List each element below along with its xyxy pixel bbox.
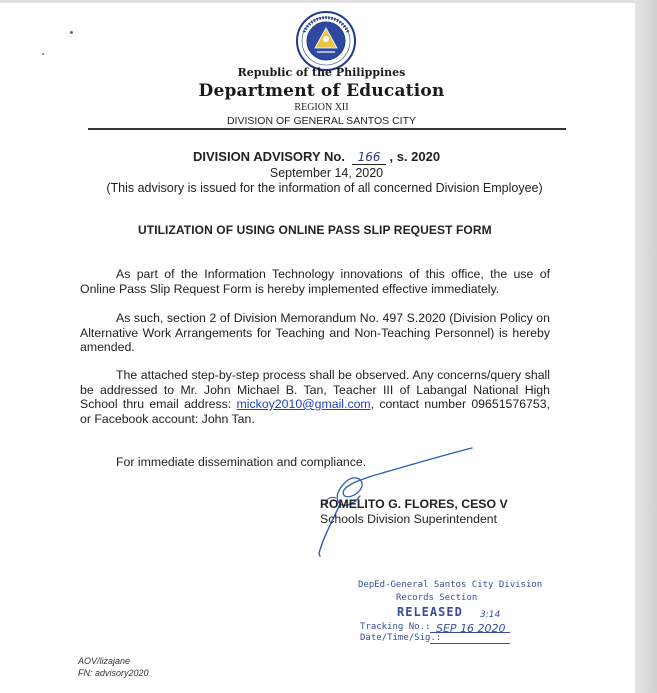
advisory-label: DIVISION ADVISORY No.	[193, 149, 345, 164]
stamp-datetime-line	[430, 643, 510, 644]
republic-heading: Republic of the Philippines	[237, 66, 406, 79]
scan-speck	[70, 31, 73, 34]
body-paragraph-1	[80, 267, 550, 296]
footer-initials: AOV/lizajane	[78, 656, 131, 666]
paragraph-text: As such, section 2 of Division Memorandum No. 497 S.2020 (Division Policy on Alternative Work Arrangements for Teaching and Non-Teaching Personnel) is hereby amended.	[80, 311, 550, 354]
paragraph-text-end: , contact number 09651576753, or Facebook account: John Tan.	[80, 397, 550, 426]
advisory-note: (This advisory is issued for the information of all concerned Division Employee)	[106, 181, 543, 195]
stamp-handwritten-time: 3:14	[480, 610, 501, 620]
email-link[interactable]: mickoy2010@gmail.com	[236, 397, 371, 411]
closing-line: For immediate dissemination and compliance.	[116, 455, 367, 469]
scan-speck	[42, 53, 44, 55]
header-divider	[88, 128, 566, 130]
stamp-office: DepEd-General Santos City Division	[358, 580, 543, 590]
body-paragraph-2	[80, 311, 550, 355]
body-paragraph-3	[80, 368, 550, 426]
stamp-datetime-label: Date/Time/Sig.:	[360, 633, 442, 643]
subject-heading: UTILIZATION OF USING ONLINE PASS SLIP REQUEST FORM	[138, 223, 492, 237]
footer-filename: FN: advisory2020	[78, 668, 149, 678]
scan-top-edge	[0, 0, 635, 3]
paragraph-text: As part of the Information Technology innovations of this office, the use of Online Pass Slip Request Form is hereby implemented effective immediately.	[80, 267, 550, 296]
stamp-status: RELEASED	[397, 605, 463, 619]
stamp-tracking-label: Tracking No.:	[360, 622, 431, 632]
advisory-number-line	[193, 149, 440, 165]
signatory-name: ROMELITO G. FLORES, CESO V	[320, 497, 508, 511]
signatory-title: Schools Division Superintendent	[320, 512, 498, 526]
stamp-handwritten-date: SEP 16 2020	[436, 622, 506, 635]
advisory-date: September 14, 2020	[269, 166, 384, 180]
advisory-series: , s. 2020	[389, 149, 441, 164]
deped-seal-icon	[295, 10, 357, 72]
department-heading: Department of Education	[198, 81, 445, 101]
advisory-number: 166	[352, 150, 387, 165]
region-heading: REGION XII	[294, 102, 349, 113]
paragraph-text	[80, 368, 550, 426]
stamp-section: Records Section	[396, 593, 478, 603]
division-heading: DIVISION OF GENERAL SANTOS CITY	[226, 115, 417, 127]
paragraph-text-start: The attached step-by-step process shall be observed. Any concerns/query shall be addressed to Mr. John Michael B. Tan, Teacher III of Labangal National High School thru email address:	[80, 368, 550, 411]
